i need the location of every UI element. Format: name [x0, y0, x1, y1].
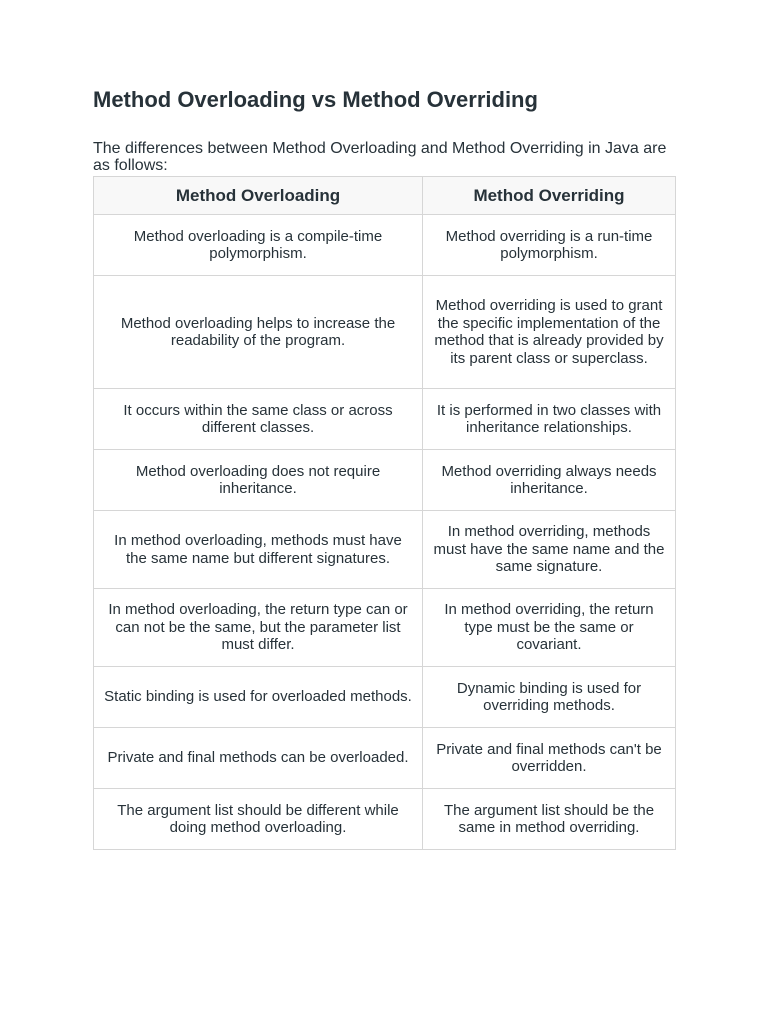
overloading-cell: The argument list should be different while doing method overloading. — [94, 789, 423, 850]
overriding-cell: In method overriding, the return type must be the same or covariant. — [423, 589, 676, 667]
overloading-cell: It occurs within the same class or across different classes. — [94, 389, 423, 450]
overriding-cell: Method overriding is used to grant the specific implementation of the method that is already provided by its parent class or superclass. — [423, 276, 676, 389]
overriding-cell: In method overriding, methods must have the same name and the same signature. — [423, 511, 676, 589]
table-row — [94, 389, 676, 450]
overriding-cell: Method overriding always needs inheritance. — [423, 450, 676, 511]
table-row — [94, 667, 676, 728]
overriding-cell: The argument list should be the same in method overriding. — [423, 789, 676, 850]
overriding-cell: Dynamic binding is used for overriding methods. — [423, 667, 676, 728]
table-row — [94, 728, 676, 789]
table-row — [94, 511, 676, 589]
table-row — [94, 215, 676, 276]
table-row — [94, 589, 676, 667]
table-header-row — [94, 177, 676, 215]
table-row — [94, 276, 676, 389]
comparison-table — [93, 176, 676, 850]
overloading-cell: In method overloading, the return type can or can not be the same, but the parameter list must differ. — [94, 589, 423, 667]
table-row — [94, 450, 676, 511]
overloading-cell: Static binding is used for overloaded methods. — [94, 667, 423, 728]
overriding-cell: Method overriding is a run-time polymorphism. — [423, 215, 676, 276]
overloading-cell: In method overloading, methods must have the same name but different signatures. — [94, 511, 423, 589]
table-row — [94, 789, 676, 850]
header-method-overriding: Method Overriding — [423, 177, 676, 215]
overloading-cell: Method overloading does not require inheritance. — [94, 450, 423, 511]
overloading-cell: Private and final methods can be overloaded. — [94, 728, 423, 789]
overloading-cell: Method overloading is a compile-time polymorphism. — [94, 215, 423, 276]
page-title: Method Overloading vs Method Overriding — [93, 87, 538, 112]
overriding-cell: Private and final methods can't be overridden. — [423, 728, 676, 789]
intro-paragraph: The differences between Method Overloading and Method Overriding in Java are as follows: — [93, 140, 667, 174]
article — [93, 86, 675, 850]
header-method-overloading: Method Overloading — [94, 177, 423, 215]
overriding-cell: It is performed in two classes with inheritance relationships. — [423, 389, 676, 450]
overloading-cell: Method overloading helps to increase the readability of the program. — [94, 276, 423, 389]
